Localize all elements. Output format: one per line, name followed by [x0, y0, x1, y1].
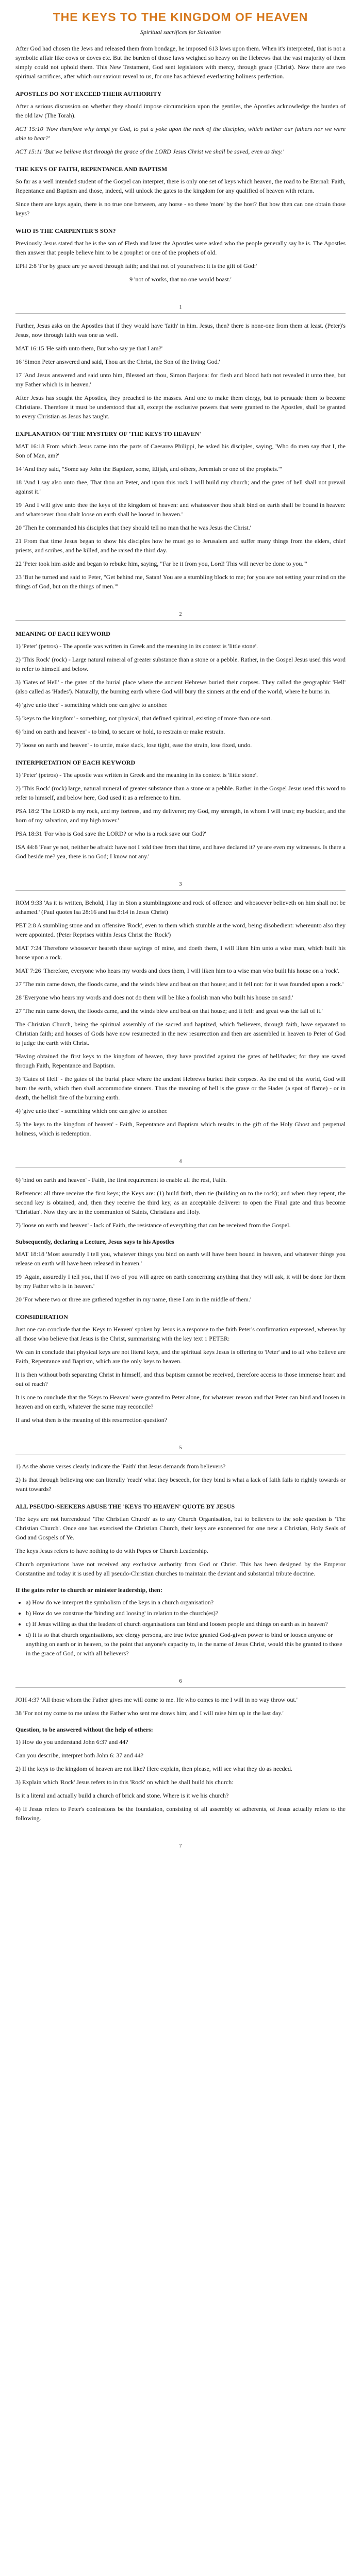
- definition: 5) 'keys to the kingdom' - something, not physical, that defined spiritual, existing of more than one sort.: [15, 714, 272, 722]
- page-2: [15, 321, 346, 621]
- definition: 3) 'Gates of Hell' - the gates of the burial place where the ancient Hebrews buried their corpses. They called the geographic 'Hell' (also called as 'Hades'). Naturally, the burning earth where God will bury the sinners at the end of the world, where he burns in.: [15, 678, 346, 695]
- question-heading: Question, to be answered without the help of others:: [15, 1725, 153, 1733]
- page-number: 2: [179, 611, 182, 617]
- verse: 38 'For not my come to me unless the Father who sent me draws him; and I will raise him up in the last day.': [15, 1709, 284, 1717]
- verse: 27 'The rain came down, the floods came, and the winds blew and beat on that house; and it fell not: for it was founded upon a rock.': [15, 980, 344, 988]
- definition: 1) 'Peter' (petros) - The apostle was written in Greek and the meaning in its context is 'little stone'.: [15, 642, 258, 650]
- document-subtitle: Spiritual sacrifices for Salvation: [140, 28, 221, 36]
- verse: JOH 4:37 'All those whom the Father gives me will come to me. He who comes to me I will in no way throw out.': [15, 1696, 298, 1703]
- verse: 20 'For where two or three are gathered together in my name, there I am in the middle of them.': [15, 1295, 252, 1303]
- paragraph: Church organisations have not received any exclusive authority from God or Christ. This has been designed by the Emperor Constantine and today it is used by all pseudo-Christian churches to maintain the deviant and substantial tribute doctrine.: [15, 1560, 346, 1577]
- paragraph: 1) As the above verses clearly indicate the 'Faith' that Jesus demands from believers?: [15, 1462, 226, 1470]
- verse: 14 'And they said, "Some say John the Baptizer, some, Elijah, and others, Jeremiah or one of the prophets."': [15, 465, 282, 472]
- question-item: 1) How do you understand John 6:37 and 44?: [15, 1738, 128, 1745]
- verse: EPH 2:8 'For by grace are ye saved through faith; and that not of yourselves: it is the gift of God:': [15, 262, 257, 269]
- page-divider: [15, 1687, 346, 1688]
- verse: PET 2:8 A stumbling stone and an offensive 'Rock', even to them which stumble at the word, being disobedient: whereunto also they were appointed. (Peter Reprises within Jesus Christ the 'Rock'): [15, 921, 346, 938]
- paragraph: The keys Jesus refers to have nothing to do with Popes or Church Leadership.: [15, 1547, 208, 1554]
- paragraph: It is then without both separating Christ in himself, and thus baptism cannot be received, therefore access to those immense heart and out of reach?: [15, 1370, 346, 1387]
- page-1: [15, 44, 346, 314]
- page-divider: [15, 620, 346, 621]
- subsection-heading: Subsequently, declaring a Lecture, Jesus says to his Apostles: [15, 1238, 174, 1245]
- page-7: [15, 1695, 346, 1850]
- definition: 4) 'give unto thee' - something which one can give to another.: [15, 701, 168, 708]
- question-item: Can you describe, interpret both John 6: 37 and 44?: [15, 1751, 143, 1759]
- paragraph: The keys are not horrendous! 'The Christian Church' as to any Church Organisation, but to believers to the sole question is 'The Christian Church'. Once one has exercised the Christian Church, their keys are exonerated for one new a Christian, Holy Seals of God and Gospels of Ye.: [15, 1515, 346, 1541]
- verse: 19 'Again, assuredly I tell you, that if two of you will agree on earth concerning anything that they will ask, it will be done for them by my Father who is in heaven.': [15, 1273, 346, 1290]
- verse: 23 'But he turned and said to Peter, "Get behind me, Satan! You are a stumbling block to me; for you are not setting your mind on the things of God, but on the things of men."': [15, 573, 346, 590]
- paragraph: Since there are keys again, there is no true one between, any horse - so these 'more' by the host? But how then can one obtain those keys?: [15, 200, 346, 217]
- paragraph: 2) Is that through believing one can literally 'reach' what they beseech, for they bind is what a lack of faith fails to rightly towards or want towards?: [15, 1476, 346, 1493]
- question-item: 3) Explain which 'Rock' Jesus refers to in this 'Rock' on which he shall build his church:: [15, 1778, 234, 1786]
- section-heading: EXPLANATION OF THE MYSTERY OF 'THE KEYS TO HEAVEN': [15, 430, 201, 437]
- definition: 3) 'Gates of Hell' - the gates of the burial place where the ancient Hebrews buried their corpses. As the end of the world, God will burn the earth, which then shall accommodate sinners. Thus the meaning of hell is the grave or the Hades (a spot of flame) - or in death, the hellish fire of the burning earth.: [15, 1075, 346, 1101]
- page-6: [15, 1462, 346, 1688]
- section-heading: INTERPRETATION OF EACH KEYWORD: [15, 758, 136, 766]
- definition: 7) 'loose on earth and heaven' - to untie, make slack, lose tight, ease the strain, lose fixed, undo.: [15, 741, 252, 749]
- list-item: • d) It is so that church organisations, see clergy persona, are true twice granted God-given power to bind or loosen anyone or anything on earth or in heaven, to the point that anyone's capacity to, in the name of Jesus Christ, would this be granted to those in the grace of God, or with all believers?: [26, 1630, 346, 1658]
- question-item: 2) If the keys to the kingdom of heaven are not like? Here explain, then please, will see what they do as needed.: [15, 1765, 292, 1772]
- verse: ACT 15:11 'But we believe that through the grace of the LORD Jesus Christ we shall be saved, even as they.': [15, 147, 284, 155]
- section-heading: WHO IS THE CARPENTER'S SON?: [15, 227, 116, 234]
- verse: MAT 16:18 From which Jesus came into the parts of Caesarea Philippi, he asked his disciples, saying, 'Who do men say that I, the Son of Man, am?': [15, 442, 346, 459]
- intro-paragraph: After God had chosen the Jews and released them from bondage, he imposed 613 laws upon them. When it's interpreted, that is not a symbolic affair like cows or doves etc. But the burden of those laws weighed so heavy on the Hebrews that the vast majority of them simply could not uphold them. This New Testament, God sent legislators with mercy, through grace (Christ). Now there are two spiritual sacrifices, after which our saviour reveal to us, for one has achieved everlasting holiness perfection.: [15, 44, 346, 80]
- question-list: [15, 1598, 346, 1658]
- verse: MAT 7:26 'Therefore, everyone who hears my words and does them, I will liken him to a wise man who built his house on a 'rock'.: [15, 967, 340, 974]
- definition: 7) 'loose on earth and heaven' - lack of Faith, the resistance of everything that can be received from the Gospel.: [15, 1221, 291, 1229]
- page-number: 5: [179, 1445, 182, 1451]
- paragraph: The Christian Church, being the spiritual assembly of the sacred and baptized, which 'believers, through faith, have separated to Christian faith; and houses of Gods have now resurrected in the new resurrection and then are assembled in heaven to Peter of God to judge the earth with Christ.: [15, 1020, 346, 1046]
- verse: PSA 18:2 'The LORD is my rock, and my fortress, and my deliverer; my God, my strength, in whom I will trust; my buckler, and the horn of my salvation, and my high tower.': [15, 807, 346, 824]
- page-3: [15, 629, 346, 891]
- paragraph: Reference: all three receive the first keys; the Keys are: (1) build faith, then tie (building on to the rock); and when they repent, the second key is obtained, and, then they receive the third key, as an acceptable deliverer to open the Final gate and thus become 'Christian'. Now they are in the communion of Saints, Christians and Holy.: [15, 1189, 346, 1215]
- verse: 27 'The rain came down, the floods came, and the winds blew and beat on that house; and it fell: and great was the fall of it.': [15, 1007, 323, 1014]
- verse: 18 'And I say also unto thee, That thou art Peter, and upon this rock I will build my church; and the gates of hell shall not prevail against it.': [15, 478, 346, 495]
- verse: 9 'not of works, that no one would boast.': [129, 275, 232, 283]
- question-item: 4) If Jesus refers to Peter's confessions be the foundation, consisting of all assembly of adherents, of Jesus actually refers to the following.: [15, 1805, 346, 1822]
- verse: ACT 15:10 'Now therefore why tempt ye God, to put a yoke upon the neck of the disciples, which neither our fathers nor we were able to bear?': [15, 125, 346, 142]
- header: [15, 6, 346, 37]
- list-item: • b) How do we construe the 'binding and loosing' in relation to the church(es)?: [26, 1608, 346, 1618]
- subsection-heading: If the gates refer to church or minister leadership, then:: [15, 1586, 162, 1594]
- list-item: • c) If Jesus willing as that the leaders of church organisations can bind and loosen people and things on earth as in heaven?: [26, 1619, 346, 1629]
- paragraph: Previously Jesus stated that he is the son of Flesh and later the Apostles were asked who the people generally say he is. The Apostles then answer that people believe him to be a prophet or one of the prophets of old.: [15, 239, 346, 256]
- section-heading: MEANING OF EACH KEYWORD: [15, 630, 110, 637]
- paragraph: So far as a well intended student of the Gospel can interpret, there is only one set of keys which heaven, the road to be Eternal: Faith, Repentance and Baptism and those, indeed, will unlock the gates to the kingdom for any qualified of heaven with return.: [15, 177, 346, 194]
- verse: ROM 9:33 'As it is written, Behold, I lay in Sion a stumblingstone and rock of offence: and whosoever believeth on him shall not be ashamed.' (Paul quotes Isa 28:16 and Isa 8:14 in Jesus Christ): [15, 899, 346, 916]
- paragraph: It is one to conclude that the 'Keys to Heaven' were granted to Peter alone, for whatever reason and that Peter can bind and loosen in heaven and on earth, whatever the same may reconcile?: [15, 1393, 346, 1410]
- section-heading: CONSIDERATION: [15, 1313, 68, 1320]
- definition: 6) 'bind on earth and heaven' - Faith, the first requirement to enable all the rest, Faith.: [15, 1176, 227, 1183]
- section-heading: ALL PSEUDO-SEEKERS ABUSE THE 'KEYS TO HEAVEN' QUOTE BY JESUS: [15, 1502, 235, 1510]
- page-divider: [15, 890, 346, 891]
- verse: PSA 18:31 'For who is God save the LORD? or who is a rock save our God?': [15, 829, 206, 837]
- page-number: 1: [179, 304, 182, 310]
- verse: ISA 44:8 'Fear ye not, neither be afraid: have not I told thee from that time, and have declared it? ye are even my witnesses. Is there a God beside me? yea, there is no God; I know not any.': [15, 843, 346, 860]
- page-4: [15, 898, 346, 1168]
- section-heading: THE KEYS OF FAITH, REPENTANCE AND BAPTISM: [15, 165, 168, 173]
- paragraph: Just one can conclude that the 'Keys to Heaven' spoken by Jesus is a response to the faith Peter's confirmation expressed, whereas by all those who believe that Jesus is the Christ, summarising with the key text 1 PETER:: [15, 1325, 346, 1342]
- verse: 22 'Peter took him aside and began to rebuke him, saying, "Far be it from you, Lord! This will never be done to you."': [15, 560, 307, 567]
- list-item: • a) How do we interpret the symbolism of the keys in a church organisation?: [26, 1598, 346, 1607]
- paragraph: If and what then is the meaning of this resurrection question?: [15, 1416, 167, 1423]
- page-number: 4: [179, 1158, 182, 1164]
- paragraph: After a serious discussion on whether they should impose circumcision upon the gentiles, the Apostles acknowledge the burden of the old law (The Torah).: [15, 102, 346, 119]
- definition: 5) 'the keys to the kingdom of heaven' - Faith, Repentance and Baptism which results in the gift of the Holy Ghost and perpetual holiness, which is redemption.: [15, 1120, 346, 1137]
- document-title: THE KEYS TO THE KINGDOM OF HEAVEN: [53, 10, 308, 24]
- paragraph: Further, Jesus asks on the Apostles that if they would have 'faith' in him. Jesus, then? there is none-one from them at least. (Peter)'s Jesus, now through faith was one as well.: [15, 321, 346, 338]
- definition: 6) 'bind on earth and heaven' - to bind, to secure or hold, to restrain or make restrain.: [15, 727, 225, 735]
- verse: 28 'Everyone who hears my words and does not do them will be like a foolish man who built his house on sand.': [15, 993, 293, 1001]
- verse: 17 'And Jesus answered and said unto him, Blessed art thou, Simon Barjona: for flesh and blood hath not revealed it unto thee, but my Father which is in heaven.': [15, 371, 346, 388]
- page-number: 7: [179, 1843, 182, 1849]
- definition: 4) 'give unto thee' - something which one can give to another.: [15, 1107, 168, 1114]
- page-divider: [15, 1167, 346, 1168]
- verse: MAT 16:15 'He saith unto them, But who say ye that I am?': [15, 344, 163, 352]
- paragraph: 'Having obtained the first keys to the kingdom of heaven, they have provided against the gates of hell/hades; for they are saved through Faith, Repentance and Baptism.: [15, 1052, 346, 1069]
- paragraph: We can in conclude that physical keys are not literal keys, and the spiritual keys Jesus is offering to 'Peter' and to all who believe are Faith, Repentance and Baptism, which are the only keys to heaven.: [15, 1348, 346, 1365]
- verse: 19 'And I will give unto thee the keys of the kingdom of heaven: and whatsoever thou shalt bind on earth shall be bound in heaven: and whatsoever thou shalt loose on earth shall be loosed in heaven.': [15, 501, 346, 518]
- definition: 1) 'Peter' (petros) - The apostle was written in Greek and the meaning in its context is 'little stone'.: [15, 771, 258, 778]
- page-number: 6: [179, 1678, 182, 1684]
- question-item: Is it a literal and actually build a church of brick and stone. Where is it we his church?: [15, 1791, 229, 1799]
- page-divider: [15, 313, 346, 314]
- verse: 16 'Simon Peter answered and said, Thou art the Christ, the Son of the living God.': [15, 358, 220, 365]
- page-number: 3: [179, 881, 182, 887]
- verse: MAT 7:24 Therefore whosoever heareth these sayings of mine, and doeth them, I will liken him unto a wise man, which built his house upon a rock.: [15, 944, 346, 961]
- section-heading: APOSTLES DO NOT EXCEED THEIR AUTHORITY: [15, 90, 162, 97]
- verse: 20 'Then he commanded his disciples that they should tell no man that he was Jesus the Christ.': [15, 523, 251, 531]
- definition: 2) 'This Rock' (rock) large, natural mineral of greater substance than a stone or a pebble. Rather in the Gospel Jesus used this word to refer to himself, and below here, God used it as a reference to him.: [15, 784, 346, 801]
- page-5: [15, 1175, 346, 1454]
- paragraph: After Jesus has sought the Apostles, they preached to the masses. And one to make them clergy, but to persuade them to become Christians. Therefore it must be understood that all, except the exclusive powers that were granted to the Apostles, shall be granted to every Christian as Jesus has taught.: [15, 394, 346, 420]
- definition: 2) 'This Rock' (rock) - Large natural mineral of greater substance than a stone or a pebble. Rather, in the Gospel Jesus used this word to refer to himself and below.: [15, 655, 346, 672]
- verse: 21 From that time Jesus began to show his disciples how he must go to Jerusalem and suffer many things from the elders, chief priests, and scribes, and be killed, and be raised the third day.: [15, 537, 346, 554]
- verse: MAT 18:18 'Most assuredly I tell you, whatever things you bind on earth will have been bound in heaven, and whatever things you release on earth will have been released in heaven.': [15, 1250, 346, 1267]
